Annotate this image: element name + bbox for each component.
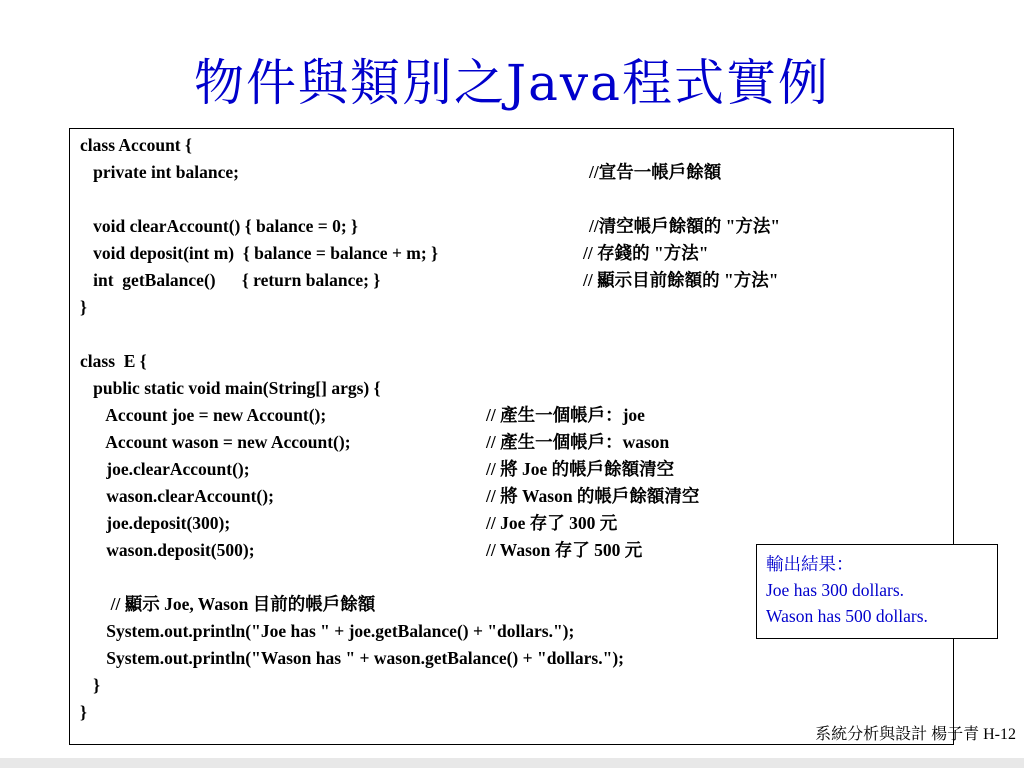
- code-comment: // 顯示目前餘額的 "方法": [583, 270, 779, 290]
- code-line: Account joe = new Account();: [80, 405, 327, 425]
- code-line: joe.clearAccount();: [80, 459, 250, 479]
- code-line: joe.deposit(300);: [80, 513, 231, 533]
- code-line: wason.clearAccount();: [80, 486, 274, 506]
- code-line: }: [80, 297, 87, 317]
- code-line: wason.deposit(500);: [80, 540, 255, 560]
- output-line: Joe has 300 dollars.: [766, 580, 905, 600]
- output-heading: 輸出結果：: [766, 554, 854, 574]
- slide-footer: 系統分析與設計 楊子青 H-12: [815, 726, 1016, 743]
- footer-bar: [0, 758, 1024, 768]
- code-comment: // 產生一個帳戶：joe: [486, 405, 645, 425]
- output-box: [756, 544, 998, 639]
- code-line: void deposit(int m) { balance = balance + m; }: [80, 243, 438, 263]
- code-line: // 顯示 Joe, Wason 目前的帳戶餘額: [80, 594, 376, 614]
- output-line: Wason has 500 dollars.: [766, 606, 928, 626]
- code-comment: //清空帳戶餘額的 "方法": [589, 216, 781, 236]
- code-comment: // 產生一個帳戶：wason: [486, 432, 670, 452]
- slide-title: 物件與類別之Java程式實例: [194, 54, 830, 112]
- code-comment: // 存錢的 "方法": [583, 243, 709, 263]
- code-line: public static void main(String[] args) {: [80, 378, 381, 398]
- code-comment: // Wason 存了 500 元: [486, 540, 643, 560]
- code-line: Account wason = new Account();: [80, 432, 351, 452]
- code-comment: // Joe 存了 300 元: [486, 513, 618, 533]
- code-listing: [69, 128, 954, 745]
- code-line: int getBalance() { return balance; }: [80, 270, 381, 290]
- code-line: class Account {: [80, 135, 192, 155]
- code-line: System.out.println("Joe has " + joe.getBalance() + "dollars.");: [80, 621, 575, 641]
- code-comment: // 將 Joe 的帳戶餘額清空: [486, 459, 675, 479]
- code-line: private int balance;: [80, 162, 239, 182]
- code-line: void clearAccount() { balance = 0; }: [80, 216, 358, 236]
- code-line: System.out.println("Wason has " + wason.getBalance() + "dollars.");: [80, 648, 624, 668]
- code-line: }: [80, 675, 101, 695]
- code-line: class E {: [80, 351, 147, 371]
- code-line: }: [80, 702, 87, 722]
- code-comment: //宣告一帳戶餘額: [589, 162, 722, 182]
- code-comment: // 將 Wason 的帳戶餘額清空: [486, 486, 700, 506]
